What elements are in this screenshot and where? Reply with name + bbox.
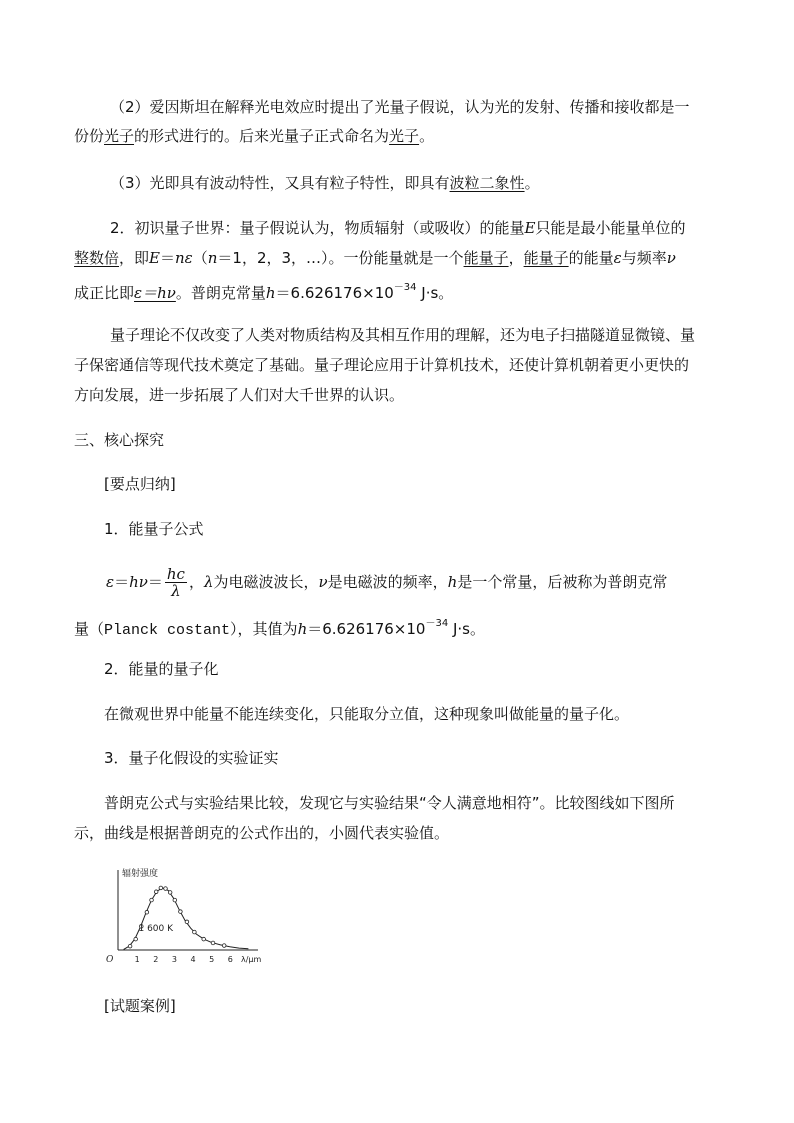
subheading-key-points: [要点归纳]: [104, 475, 176, 493]
experimental-point: [145, 910, 149, 914]
paragraph-experiment-line1: 普朗克公式与实验结果比较，发现它与实验结果“令人满意地相符”。比较图线如下图所: [104, 794, 675, 812]
x-tick-label: 3: [171, 955, 177, 964]
blank-answer-formula: ε＝hν: [134, 284, 176, 302]
formula-line-2: 量（Planck costant），其值为$h=6.626176\times 10^{-34}$ J·s。: [74, 618, 485, 639]
radiation-intensity-chart: [100, 864, 270, 974]
experimental-point: [150, 898, 154, 902]
paragraph-wave-particle: （3）光即具有波动特性，又具有粒子特性，即具有波粒二象性。: [110, 174, 540, 192]
formula-line: ε＝hν＝ $\frac{hc}{\lambda}$ ，λ为电磁波波长，ν是电磁波的频率，h是一个常量，后被称为普朗克常: [106, 565, 668, 600]
experimental-point: [222, 944, 226, 948]
blank-answer-quantum: 能量子: [463, 249, 509, 267]
experimental-point: [159, 886, 163, 890]
x-tick-label: 4: [190, 955, 196, 964]
paragraph-quantum-theory-line3: 方向发展，进一步拓展了人们对大千世界的认识。: [74, 386, 405, 404]
y-axis-label: 辐射强度: [122, 869, 159, 879]
paragraph-quantum-world-line1: 2．初识量子世界：量子假说认为，物质辐射（或吸收）的能量E只能是最小能量单位的: [110, 219, 686, 237]
paragraph-photon-hypothesis-line1: （2）爱因斯坦在解释光电效应时提出了光量子假说，认为光的发射、传播和接收都是一: [110, 98, 690, 116]
section-heading-core-inquiry: 三、核心探究: [74, 431, 165, 449]
origin-label: O: [106, 955, 114, 965]
blank-answer-duality: 波粒二象性: [449, 174, 525, 192]
x-tick-label: 1: [134, 955, 140, 964]
experimental-point: [211, 941, 215, 945]
blank-answer-photon: 光子: [104, 127, 135, 145]
paragraph-quantum-theory-line1: 量子理论不仅改变了人类对物质结构及其相互作用的理解，还为电子扫描隧道显微镜、量: [110, 326, 696, 344]
experimental-point: [154, 890, 158, 894]
planck-curve: [124, 888, 249, 950]
experimental-point: [168, 891, 172, 895]
subheading-test-cases: [试题案例]: [104, 997, 176, 1015]
item-heading-quantum-formula: 1．能量子公式: [104, 520, 204, 538]
paragraph-quantum-world-line2: 整数倍，即E＝nε（n＝1，2，3，…）。一份能量就是一个能量子，能量子的能量ε与频率ν: [74, 249, 676, 267]
formula-fraction: $\frac{hc}{\lambda}$: [166, 565, 185, 600]
blank-answer-quantum-2: 能量子: [523, 249, 569, 267]
paragraph-experiment-line2: 示，曲线是根据普朗克的公式作出的，小圆代表实验值。: [74, 824, 450, 842]
experimental-point: [193, 930, 197, 934]
x-axis-label: λ/μm: [240, 955, 262, 964]
item-heading-experiment: 3．量子化假设的实验证实: [104, 749, 279, 767]
x-tick-label: 2: [153, 955, 159, 964]
x-tick-label: 6: [227, 955, 233, 964]
paragraph-quantum-theory-line2: 子保密通信等现代技术奠定了基础。量子理论应用于计算机技术，还使计算机朝着更小更快的: [74, 356, 690, 374]
paragraph-quantum-world-line3: 成正比即ε＝hν。普朗克常量$h=6.626176\times 10^{-34}$ J·s。: [74, 282, 454, 302]
experimental-point: [173, 898, 177, 902]
experimental-point: [179, 910, 183, 914]
experimental-point: [128, 944, 132, 948]
experimental-point: [164, 887, 168, 891]
blank-answer-integer-multiple: 整数倍: [74, 249, 120, 267]
blank-answer-photon-name: 光子: [389, 127, 420, 145]
x-tick-label: 5: [209, 955, 215, 964]
item-heading-quantization: 2．能量的量子化: [104, 660, 219, 678]
experimental-point: [134, 937, 138, 941]
experimental-point: [202, 937, 206, 941]
experimental-point: [185, 920, 189, 924]
curve-label: 1 600 K: [138, 923, 174, 934]
paragraph-photon-hypothesis-line2: 份份光子的形式进行的。后来光量子正式命名为光子。: [74, 127, 435, 145]
paragraph-quantization: 在微观世界中能量不能连续变化，只能取分立值，这种现象叫做能量的量子化。: [104, 705, 630, 723]
